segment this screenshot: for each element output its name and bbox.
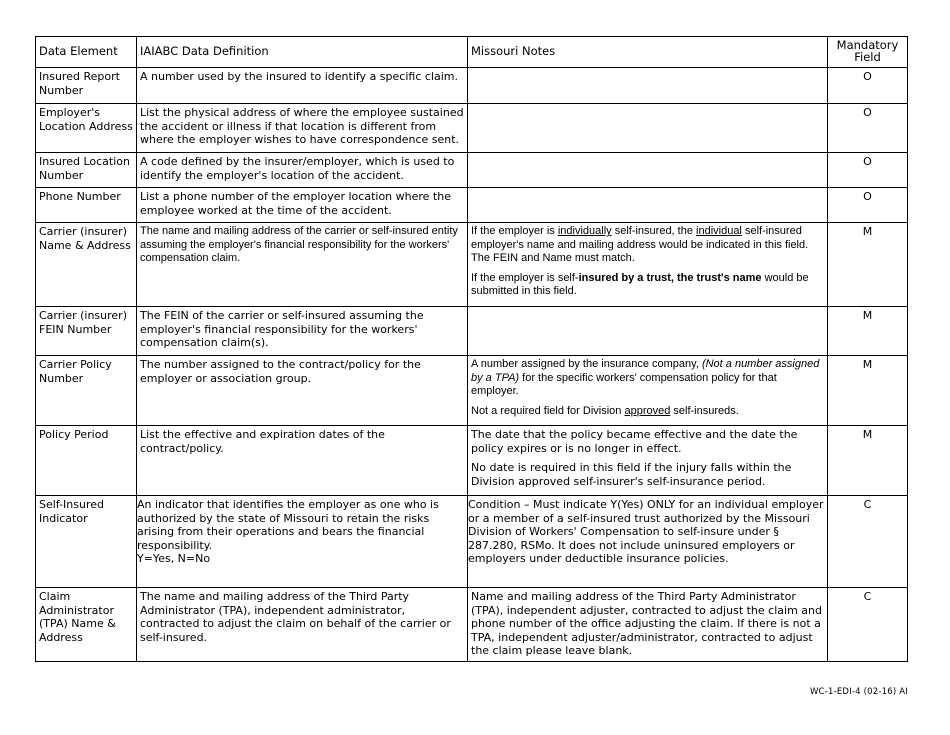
data-element-table: [35, 36, 908, 662]
header-mandatory-line2: Field: [854, 50, 881, 64]
header-data-element: Data Element: [36, 37, 137, 68]
row-notes: [468, 356, 828, 426]
notes-paragraph: Name and mailing address of the Third Party Administrator (TPA), independent adjuster, contracted to adjust the claim and phone number of the office adjusting the claim. If there is not a TPA, independent adjuster/administrator, contracted to adjust the claim please leave blank.: [471, 590, 822, 658]
row-element: Carrier (insurer) Name & Address: [36, 223, 137, 307]
row-mandatory: M: [828, 223, 908, 307]
row-mandatory: O: [828, 104, 908, 153]
definition-codes: Y=Yes, N=No: [137, 552, 211, 566]
table-row: [36, 496, 908, 588]
notes-paragraph: Not a required field for Division approved self-insureds.: [471, 404, 739, 417]
notes-paragraph: If the employer is self-insured by a trust, the trust's name would be submitted in this field.: [471, 271, 809, 298]
header-notes: Missouri Notes: [468, 37, 828, 68]
row-notes: [468, 153, 828, 188]
row-definition: List the effective and expiration dates of the contract/policy.: [137, 426, 468, 496]
table-row: [36, 68, 908, 104]
row-definition: List the physical address of where the employee sustained the accident or illness if that location is different from where the employer wishes to have correspondence sent.: [137, 104, 468, 153]
row-notes: [468, 104, 828, 153]
row-mandatory: M: [828, 307, 908, 356]
row-mandatory: M: [828, 426, 908, 496]
table-row: [36, 104, 908, 153]
table-row: [36, 223, 908, 307]
row-definition: List a phone number of the employer location where the employee worked at the time of the accident.: [137, 188, 468, 223]
row-element: Carrier Policy Number: [36, 356, 137, 426]
row-element: Carrier (insurer) FEIN Number: [36, 307, 137, 356]
row-element: Insured Report Number: [36, 68, 137, 104]
row-notes: [468, 588, 828, 662]
row-notes: [468, 426, 828, 496]
row-element: Phone Number: [36, 188, 137, 223]
row-notes: [468, 307, 828, 356]
row-element: Policy Period: [36, 426, 137, 496]
header-mandatory: [828, 37, 908, 68]
row-mandatory: C: [828, 588, 908, 662]
table-row: [36, 426, 908, 496]
table-row: [36, 588, 908, 662]
row-element: Insured Location Number: [36, 153, 137, 188]
row-element: Claim Administrator (TPA) Name & Address: [36, 588, 137, 662]
row-element: Employer's Location Address: [36, 104, 137, 153]
row-notes: [468, 223, 828, 307]
table-row: [36, 188, 908, 223]
row-definition: A code defined by the insurer/employer, which is used to identify the employer's location of the accident.: [137, 153, 468, 188]
table-row: [36, 356, 908, 426]
form-footer-code: WC-1-EDI-4 (02-16) AI: [809, 687, 908, 697]
row-definition: The name and mailing address of the Third Party Administrator (TPA), independent administrator, contracted to adjust the claim on behalf of the carrier or self-insured.: [137, 588, 468, 662]
notes-paragraph: The date that the policy became effective and the date the policy expires or is no longer in effect.: [471, 428, 798, 455]
notes-paragraph: Condition – Must indicate Y(Yes) ONLY for an individual employer or a member of a self-insured trust authorized by the Missouri Division of Workers' Compensation to self-insure under § 287.280, RSMo. It does not include uninsured employers or employers under deductible insurance policies.: [468, 498, 824, 566]
row-definition: The number assigned to the contract/policy for the employer or association group.: [137, 356, 468, 426]
notes-paragraph: A number assigned by the insurance company, (Not a number assigned by a TPA) for the specific workers' compensation policy for that employer.: [471, 358, 820, 398]
row-definition: A number used by the insured to identify a specific claim.: [137, 68, 468, 104]
row-mandatory: C: [828, 496, 908, 588]
row-definition: The name and mailing address of the carrier or self-insured entity assuming the employer's financial responsibility for the workers' compensation claim.: [137, 223, 468, 307]
row-notes: [468, 188, 828, 223]
table-row: [36, 307, 908, 356]
row-notes: [468, 68, 828, 104]
notes-paragraph: If the employer is individually self-insured, the individual self-insured employer's name and mailing address would be indicated in this field. The FEIN and Name must match.: [471, 225, 809, 265]
table-row: [36, 153, 908, 188]
header-definition: IAIABC Data Definition: [137, 37, 468, 68]
row-element: Self-Insured Indicator: [36, 496, 137, 588]
definition-text: An indicator that identifies the employer as one who is authorized by the state of Missouri to retain the risks arising from their operations and bears the financial responsibility.: [137, 498, 439, 552]
header-row: [36, 37, 908, 68]
row-mandatory: M: [828, 356, 908, 426]
row-mandatory: O: [828, 188, 908, 223]
row-mandatory: O: [828, 153, 908, 188]
row-mandatory: O: [828, 68, 908, 104]
row-definition: The FEIN of the carrier or self-insured assuming the employer's financial responsibility for the workers' compensation claim(s).: [137, 307, 468, 356]
row-definition: [137, 496, 468, 588]
row-notes: [468, 496, 828, 588]
notes-paragraph: No date is required in this field if the injury falls within the Division approved self-insurer's self-insurance period.: [471, 461, 792, 488]
header-mandatory-line1: Mandatory: [836, 37, 899, 52]
